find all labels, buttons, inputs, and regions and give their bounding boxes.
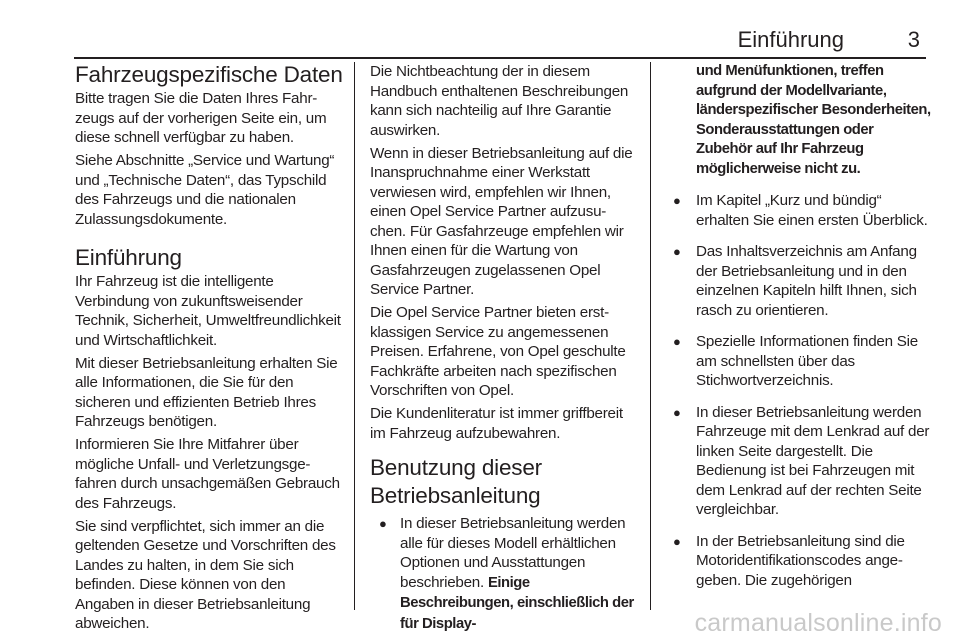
- column-divider-2: [650, 62, 651, 610]
- list-item: [666, 191, 932, 230]
- bullet-list: [370, 514, 635, 634]
- paragraph: Informieren Sie Ihre Mitfahrer über mögliche Unfall- und Verletzungsgefahren durch unsachgemäßen Gebrauch des Fahrzeugs.: [75, 436, 340, 512]
- paragraph: Die Opel Service Partner bieten erstklassigen Service zu angemessenen Preisen. Erfahrene, von Opel geschulte Fachkräfte arbeiten nach spezifischen Vorschriften von Opel.: [370, 304, 626, 399]
- header-title: Einführung: [737, 27, 844, 52]
- list-item-text: Im Kapitel „Kurz und bündig“ erhalten Sie einen ersten Überblick.: [696, 192, 928, 229]
- bullet-list: [666, 191, 932, 590]
- paragraph: Wenn in dieser Betriebsanleitung auf die Inanspruchnahme einer Werkstatt verwiesen wird, empfehlen wir Ihnen, einen Opel Service Partner aufzusuchen. Für Gasfahrzeuge empfehlen wir Ihnen einen für die Wartung von Gasfahrzeugen zugelassenen Opel Service Partner.: [370, 144, 633, 298]
- list-item-text: Das Inhaltsverzeichnis am Anfang der Betriebsanleitung und in den einzelnen Kapiteln hilft Ihnen, sich rasch zu orientieren.: [696, 243, 917, 319]
- list-item: [666, 332, 932, 391]
- list-item: [666, 242, 932, 320]
- watermark: carmanualsonline.info: [694, 609, 942, 637]
- list-item-text: In dieser Betriebsanleitung werden alle für dieses Modell erhältlichen Optionen und Ausstattungen beschrieben.: [400, 515, 626, 591]
- column-3: [666, 62, 932, 602]
- list-item: [666, 403, 932, 520]
- heading-einfuehrung: Einführung: [75, 245, 182, 270]
- list-item-bold-text: Einige Beschreibungen, einschließlich der für Display-: [400, 574, 634, 632]
- header-rule: [74, 57, 926, 59]
- list-item-text: In der Betriebsanleitung sind die Motoridentifikationscodes angegeben. Die zugehörigen: [696, 532, 905, 589]
- list-item-text: In dieser Betriebsanleitung werden Fahrzeuge mit dem Lenkrad auf der linken Seite dargestellt. Die Bedienung ist bei Fahrzeugen mit dem Lenkrad auf der rechten Seite vergleichbar.: [696, 403, 930, 518]
- bullet-icon: ●: [673, 244, 681, 259]
- list-item-text: Spezielle Informationen finden Sie am schnellsten über das Stichwortverzeichnis.: [696, 333, 918, 389]
- column-divider-1: [354, 62, 355, 610]
- paragraph: Siehe Abschnitte „Service und Wartung“ und „Technische Daten“, das Typschild des Fahrzeugs und die nationalen Zulassungsdokumente.: [75, 152, 335, 228]
- heading-fahrzeugspezifische-daten: Fahrzeugspezifische Daten: [75, 62, 343, 87]
- page-header: [74, 26, 924, 54]
- paragraph: Mit dieser Betriebsanleitung erhalten Sie alle Informationen, die Sie für den sicheren und effizienten Betrieb Ihres Fahrzeugs benötigen.: [75, 354, 338, 430]
- paragraph: Sie sind verpflichtet, sich immer an die geltenden Gesetze und Vorschriften des Landes zu halten, in dem Sie sich befinden. Diese können von den Angaben in dieser Betriebsanleitung abweichen.: [75, 517, 336, 632]
- paragraph: Die Nichtbeachtung der in diesem Handbuch enthaltenen Beschreibungen kann sich nachteilig auf Ihre Garantie auswirken.: [370, 63, 629, 139]
- list-item: [370, 514, 635, 634]
- column-1: [75, 62, 345, 637]
- bullet-icon: ●: [673, 404, 681, 420]
- column-2: [370, 62, 635, 642]
- list-item: [666, 532, 932, 591]
- heading-benutzung: Benutzung dieser Betriebsanleitung: [370, 455, 542, 508]
- paragraph: Die Kundenliteratur ist immer griffbereit im Fahrzeug aufzubewahren.: [370, 405, 623, 442]
- list-item-continuation: und Menüfunktionen, treffen aufgrund der Modellvariante, länderspezifischer Besonderheiten, Sonderausstattungen oder Zubehör auf Ihr Fahrzeug möglicherweise nicht zu.: [696, 63, 931, 177]
- page-number: 3: [907, 27, 920, 52]
- bullet-icon: ●: [673, 193, 681, 208]
- paragraph: Ihr Fahrzeug ist die intelligente Verbindung von zukunftsweisender Technik, Sicherheit, Umweltfreundlichkeit und Wirtschaftlichkeit.: [75, 273, 341, 349]
- bullet-icon: ●: [673, 334, 681, 349]
- paragraph: Bitte tragen Sie die Daten Ihres Fahrzeugs auf der vorherigen Seite ein, um diese schnell verfügbar zu haben.: [75, 90, 327, 146]
- bullet-icon: ●: [673, 533, 681, 549]
- bullet-icon: ●: [379, 516, 387, 531]
